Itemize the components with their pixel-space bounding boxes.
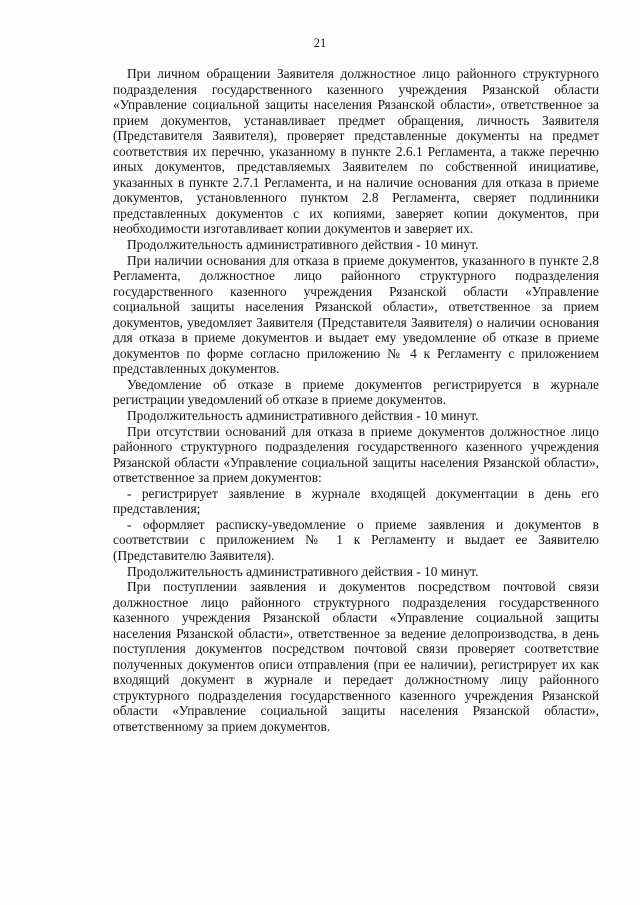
document-body	[113, 66, 599, 735]
paragraph: При отсутствии оснований для отказа в приеме документов должностное лицо районного структурного подразделения государственного казенного учреждения Рязанской области «Управление социальной защиты населения Рязанской области», ответственное за прием документов:	[113, 423, 599, 486]
paragraph: При наличии основания для отказа в приеме документов, указанного в пункте 2.8 Регламента, должностное лицо районного структурного подразделения государственного казенного учреждения Рязанской области «Управление социальной защиты населения Рязанской области», ответственное за прием документов, уведомляет Заявителя (Представителя Заявителя) о наличии основания для отказа в приеме документов и выдает ему уведомление об отказе в приеме документов по форме согласно приложению № 4 к Регламенту с приложением представленных документов.	[113, 252, 599, 377]
paragraph: Продолжительность административного действия - 10 минут.	[127, 563, 479, 579]
paragraph: Уведомление об отказе в приеме документов регистрируется в журнале регистрации уведомлений об отказе в приеме документов.	[113, 376, 599, 408]
list-item: - оформляет расписку-уведомление о приеме заявления и документов в соответствии с приложением № 1 к Регламенту и выдает ее Заявителю (Представителю Заявителя).	[113, 516, 599, 563]
list-item: - регистрирует заявление в журнале входящей документации в день его представления;	[113, 485, 599, 517]
scan-artifact	[520, 885, 554, 891]
paragraph: Продолжительность административного действия - 10 минут.	[127, 237, 479, 253]
paragraph: При поступлении заявления и документов посредством почтовой связи должностное лицо районного структурного подразделения государственного казенного учреждения Рязанской области «Управление социальной защиты населения Рязанской области», ответственное за ведение делопроизводства, в день поступления документов посредством почтовой связи проверяет соответствие полученных документов описи отправления (при ее наличии), регистрирует их как входящий документ в журнале и передает должностному лицу районного структурного подразделения государственного казенного учреждения Рязанской области «Управление социальной защиты населения Рязанской области», ответственному за прием документов.	[113, 579, 599, 734]
paragraph: При личном обращении Заявителя должностное лицо районного структурного подразделения государственного казенного учреждения Рязанской области «Управление социальной защиты населения Рязанской области», ответственное за прием документов, устанавливает предмет обращения, личность Заявителя (Представителя Заявителя), проверяет представленные документы на предмет соответствия их перечню, указанному в пункте 2.6.1 Регламента, а также перечню иных документов, представляемых Заявителем по собственной инициативе, указанных в пункте 2.7.1 Регламента, и на наличие основания для отказа в приеме документов, установленного пунктом 2.8 Регламента, сверяет подлинники представленных документов с их копиями, заверяет копии документов, при необходимости изготавливает копии документов и заверяет их.	[113, 66, 599, 237]
page-number: 21	[313, 36, 327, 50]
paragraph: Продолжительность административного действия - 10 минут.	[127, 408, 479, 424]
